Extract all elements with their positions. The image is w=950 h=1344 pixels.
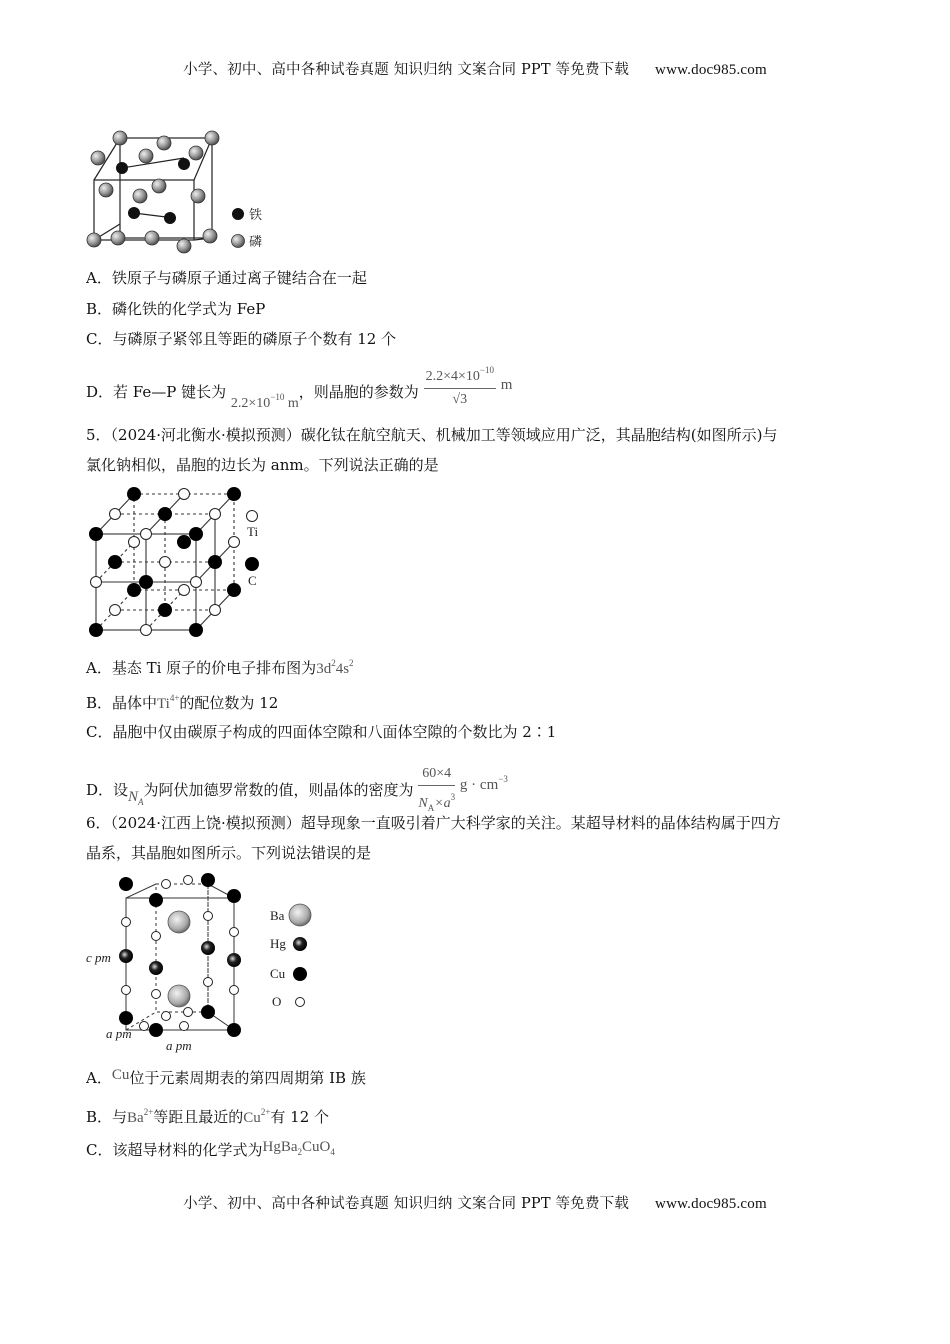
q5-b-sup: 4+	[169, 693, 180, 703]
legend-p: 磷	[249, 235, 263, 250]
q6-b-pre: B．与	[86, 1108, 128, 1126]
q4-d-pre: D．若 Fe—P 键长为	[86, 383, 227, 401]
q5-d-pre: D．设	[86, 781, 129, 799]
q6-b-sup1: 2+	[143, 1107, 154, 1117]
q4-option-a: A．铁原子与磷原子通过离子键结合在一起	[86, 269, 367, 287]
q5-option-c: C．晶胞中仅由碳原子构成的四面体空隙和八面体空隙的个数比为 2∶1	[86, 723, 557, 741]
q5-d-na-sub: A	[138, 797, 144, 807]
axis-c-label: c pm	[86, 950, 111, 965]
q5-d-den: N	[418, 796, 428, 811]
q6-a-pre: A．	[86, 1069, 112, 1087]
page-header	[0, 58, 950, 79]
q5-a-math: 3d	[316, 661, 332, 677]
q6-stem-2: 晶系，其晶胞如图所示。下列说法错误的是	[86, 844, 372, 862]
legend-hg: Hg	[270, 936, 286, 951]
q5-d-unit: g · cm	[459, 777, 499, 793]
q6-a-post: 位于元素周期表的第四周期第 IB 族	[129, 1069, 366, 1087]
q6-b-sup2: 2+	[260, 1107, 271, 1117]
footer-site[interactable]: www.doc985.com	[655, 1196, 767, 1212]
q5-d-na: N	[128, 789, 139, 805]
q5-b-pre: B．晶体中	[86, 694, 158, 712]
superconductor-crystal-figure	[84, 870, 324, 1056]
q4-d-exp: −10	[270, 392, 285, 402]
q4-d-num: 2.2×4×10	[425, 369, 480, 384]
q6-b-math1: Ba	[127, 1110, 144, 1126]
q4-option-c: C．与磷原子紧邻且等距的磷原子个数有 12 个	[86, 330, 397, 348]
q5-a-pre: A．基态 Ti 原子的价电子排布图为	[86, 659, 317, 677]
q6-stem-1: 6．（2024·江西上饶·模拟预测）超导现象一直吸引着广大科学家的关注。某超导材料的晶体结构属于四方	[86, 814, 781, 832]
ba-atoms	[168, 911, 190, 1007]
q5-stem-2: 氯化钠相似，晶胞的边长为 anm。下列说法正确的是	[86, 456, 439, 474]
q5-option-d	[86, 764, 508, 818]
q5-a-s2: 2	[349, 658, 354, 668]
q6-option-b	[86, 1102, 329, 1128]
fep-crystal-figure	[84, 128, 274, 256]
q5-d-den-sub: A	[427, 803, 435, 813]
q5-option-b	[86, 688, 278, 714]
q5-a-math2: 4s	[335, 661, 350, 677]
q4-d-mid: ，则晶胞的参数为	[298, 383, 419, 401]
q5-b-post: 的配位数为 12	[179, 694, 279, 712]
q4-d-val: 2.2×10	[230, 396, 271, 411]
header-site[interactable]: www.doc985.com	[655, 62, 767, 78]
q6-option-a	[86, 1068, 366, 1089]
q5-a-s1: 2	[331, 658, 336, 668]
q4-d-tail: m	[500, 377, 513, 393]
q4-d-num-exp: −10	[479, 365, 494, 375]
legend-fe: 铁	[249, 208, 263, 223]
q5-d-unit-sup: −3	[498, 774, 508, 784]
q4-d-den: √3	[452, 392, 468, 407]
q5-d-mid: 为阿伏加德罗常数的值，则晶体的密度为	[143, 781, 414, 799]
q5-d-den-sup: 3	[450, 792, 456, 802]
legend-cu: Cu	[270, 966, 286, 981]
axis-a-label-1: a pm	[106, 1026, 132, 1041]
q6-c-pre: C．该超导材料的化学式为	[86, 1141, 263, 1159]
q6-b-post: 有 12 个	[270, 1108, 330, 1126]
q5-b-math: Ti	[157, 696, 170, 712]
page-footer	[0, 1192, 950, 1213]
q6-c-math2: CuO	[301, 1139, 331, 1155]
legend-o: O	[272, 994, 282, 1009]
legend-c: C	[248, 573, 257, 588]
footer-text: 小学、初中、高中各种试卷真题 知识归纳 文案合同 PPT 等免费下载	[183, 1196, 630, 1212]
q5-d-den2: ×a	[434, 796, 451, 811]
q6-a-math: Cu	[111, 1067, 130, 1083]
q4-option-b: B．磷化铁的化学式为 FeP	[86, 300, 266, 318]
legend-ba: Ba	[270, 908, 285, 923]
axis-a-label-2: a pm	[166, 1038, 192, 1053]
q4-option-d	[86, 365, 513, 418]
hg-atoms	[119, 941, 241, 975]
tic-crystal-figure	[84, 484, 274, 640]
fe-atoms	[116, 158, 190, 224]
q6-b-math2: Cu	[243, 1110, 261, 1126]
q5-stem-1: 5．（2024·河北衡水·模拟预测）碳化钛在航空航天、机械加工等领域应用广泛，其晶胞结构(如图所示)与	[86, 426, 778, 444]
q5-option-a	[86, 653, 354, 679]
legend-ti: Ti	[247, 524, 259, 539]
header-text: 小学、初中、高中各种试卷真题 知识归纳 文案合同 PPT 等免费下载	[183, 62, 630, 78]
q5-d-num: 60×4	[418, 764, 455, 786]
q6-c-math: HgBa	[262, 1139, 298, 1155]
q6-c-sub1: 2	[297, 1147, 302, 1157]
q6-option-c	[86, 1140, 335, 1166]
q6-c-sub2: 4	[330, 1147, 335, 1157]
q4-d-unit: m	[284, 396, 299, 411]
p-atoms	[87, 131, 219, 253]
q6-b-mid: 等距且最近的	[153, 1108, 244, 1126]
